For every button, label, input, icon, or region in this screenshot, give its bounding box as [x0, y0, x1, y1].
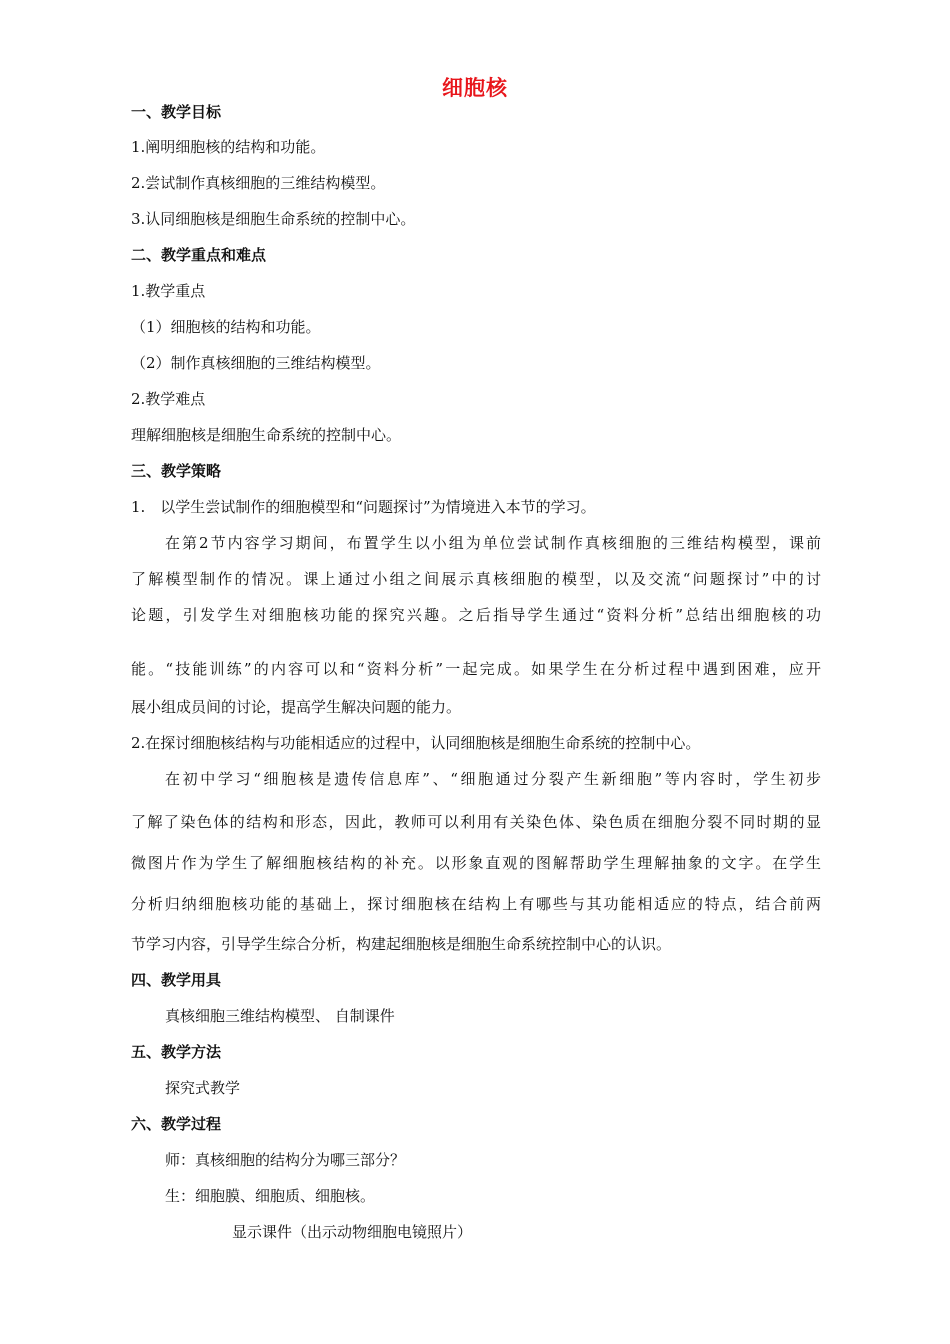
difficulty-label: 2.教学难点: [131, 390, 206, 408]
student-line: 生：细胞膜、细胞质、细胞核。: [165, 1187, 376, 1205]
section-heading-goals: 一、教学目标: [131, 103, 222, 121]
teacher-line: 师：真核细胞的结构分为哪三部分？: [165, 1151, 406, 1169]
section-heading-tools: 四、教学用具: [131, 971, 222, 989]
goal-item: 3.认同细胞核是细胞生命系统的控制中心。: [131, 210, 416, 228]
strategy-paragraph-line: 展小组成员间的讨论，提高学生解决问题的能力。: [131, 698, 462, 716]
strategy-paragraph-line: 在第2节内容学习期间，布置学生以小组为单位尝试制作真核细胞的三维结构模型，课前: [165, 534, 821, 552]
courseware-note: 显示课件（出示动物细胞电镜照片）: [232, 1223, 473, 1241]
focus-item: （2）制作真核细胞的三维结构模型。: [131, 354, 381, 372]
strategy-paragraph-line: 了解了染色体的结构和形态，因此，教师可以利用有关染色体、染色质在细胞分裂不同时期的显: [131, 813, 821, 831]
strategy-paragraph-line: 节学习内容，引导学生综合分析，构建起细胞核是细胞生命系统控制中心的认识。: [131, 935, 672, 953]
method-text: 探究式教学: [165, 1079, 241, 1097]
strategy-paragraph-line: 能。“技能训练”的内容可以和“资料分析”一起完成。如果学生在分析过程中遇到困难，应开: [131, 660, 821, 678]
section-heading-process: 六、教学过程: [131, 1115, 222, 1133]
focus-label: 1.教学重点: [131, 282, 206, 300]
strategy-paragraph-line: 了解模型制作的情况。课上通过小组之间展示真核细胞的模型，以及交流“问题探讨”中的讨: [131, 570, 821, 588]
tools-text: 真核细胞三维结构模型、 自制课件: [165, 1007, 395, 1025]
section-heading-strategy: 三、教学策略: [131, 462, 222, 480]
strategy-paragraph-line: 分析归纳细胞核功能的基础上，探讨细胞核在结构上有哪些与其功能相适应的特点，结合前两: [131, 895, 821, 913]
strategy-paragraph-line: 论题，引发学生对细胞核功能的探究兴趣。之后指导学生通过“资料分析”总结出细胞核的功: [131, 606, 821, 624]
goal-item: 1.阐明细胞核的结构和功能。: [131, 138, 326, 156]
strategy-paragraph-line: 微图片作为学生了解细胞核结构的补充。以形象直观的图解帮助学生理解抽象的文字。在学生: [131, 854, 821, 872]
section-heading-method: 五、教学方法: [131, 1043, 222, 1061]
section-heading-key-points: 二、教学重点和难点: [131, 246, 267, 264]
strategy-point: 1. 以学生尝试制作的细胞模型和“问题探讨”为情境进入本节的学习。: [131, 498, 596, 516]
focus-item: （1）细胞核的结构和功能。: [131, 318, 321, 336]
document-title: 细胞核: [442, 76, 508, 100]
strategy-paragraph-line: 在初中学习“细胞核是遗传信息库”、“细胞通过分裂产生新细胞”等内容时，学生初步: [165, 770, 821, 788]
strategy-point: 2.在探讨细胞核结构与功能相适应的过程中，认同细胞核是细胞生命系统的控制中心。: [131, 734, 701, 752]
goal-item: 2.尝试制作真核细胞的三维结构模型。: [131, 174, 386, 192]
difficulty-text: 理解细胞核是细胞生命系统的控制中心。: [131, 426, 402, 444]
